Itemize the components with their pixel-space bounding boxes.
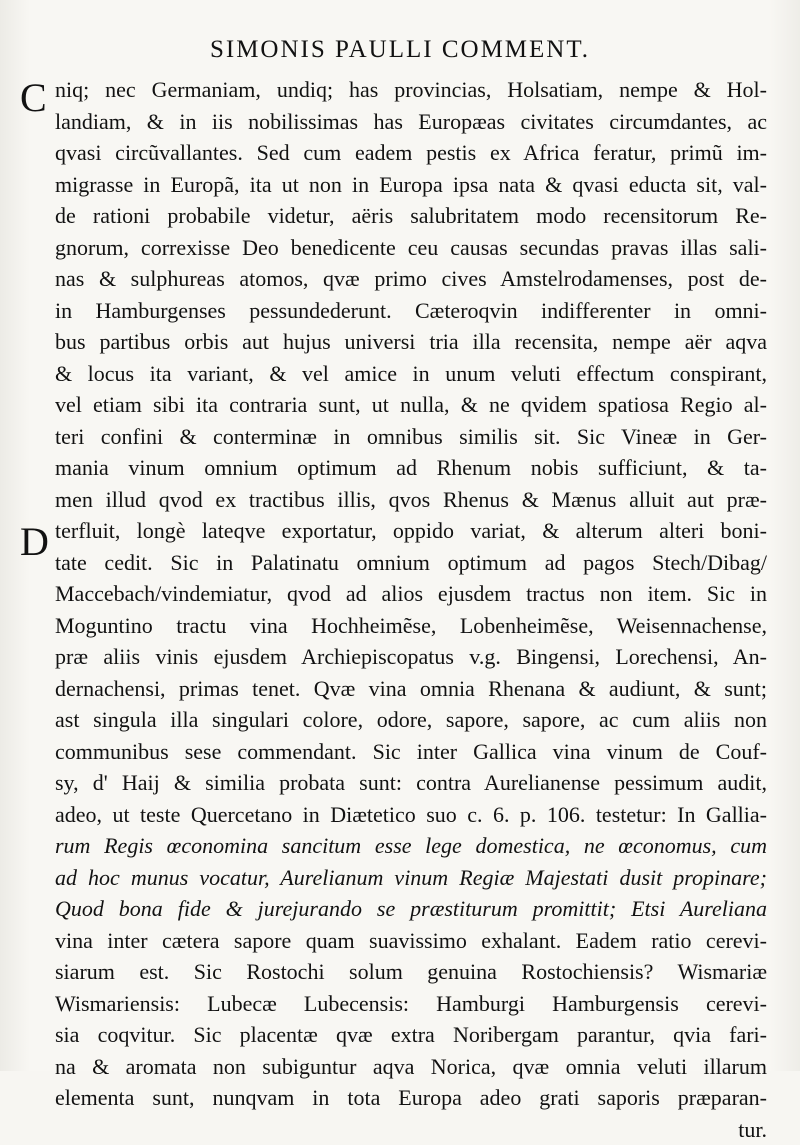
margin-letter-c: C bbox=[20, 78, 47, 118]
text-line: mania vinum omnium optimum ad Rhenum nobis sufficiunt, & ta- bbox=[55, 452, 767, 484]
text-line: gnorum, correxisse Deo benedicente ceu causas secundas pravas illas sali- bbox=[55, 232, 767, 264]
text-line: & locus ita variant, & vel amice in unum veluti effectum conspirant, bbox=[55, 358, 767, 390]
running-head: SIMONIS PAULLI COMMENT. bbox=[0, 36, 800, 64]
text-line: men illud qvod ex tractibus illis, qvos Rhenus & Mænus alluit aut præ- bbox=[55, 484, 767, 516]
text-line: vel etiam sibi ita contraria sunt, ut nulla, & ne qvidem spatiosa Regio al- bbox=[55, 389, 767, 421]
text-line: teri confini & conterminæ in omnibus similis sit. Sic Vineæ in Ger- bbox=[55, 421, 767, 453]
text-line: terfluit, longè lateqve exportatur, oppido variat, & alterum alteri boni- bbox=[55, 515, 767, 547]
body-text bbox=[55, 74, 767, 1145]
margin-letter-d: D bbox=[20, 522, 49, 562]
text-line: qvasi circũvallantes. Sed cum eadem pestis ex Africa feratur, primũ im- bbox=[55, 137, 767, 169]
text-line: ast singula illa singulari colore, odore, sapore, sapore, ac cum aliis non bbox=[55, 704, 767, 736]
text-line: Moguntino tractu vina Hochheimẽse, Lobenheimẽse, Weisennachense, bbox=[55, 610, 767, 642]
text-line-italic: rum Regis œconomina sancitum esse lege domestica, ne œconomus, cum bbox=[55, 830, 767, 862]
text-line: niq; nec Germaniam, undiq; has provincias, Holsatiam, nempe & Hol- bbox=[55, 74, 767, 106]
text-line: de rationi probabile videtur, aëris salubritatem modo recensitorum Re- bbox=[55, 200, 767, 232]
text-line: elementa sunt, nunqvam in tota Europa adeo grati saporis præparan- bbox=[55, 1082, 767, 1114]
text-line: sy, d' Haij & similia probata sunt: contra Aurelianense pessimum audit, bbox=[55, 767, 767, 799]
text-line: adeo, ut teste Quercetano in Diætetico suo c. 6. p. 106. testetur: In Gallia- bbox=[55, 799, 767, 831]
text-line: in Hamburgenses pessundederunt. Cæteroqvin indifferenter in omni- bbox=[55, 295, 767, 327]
text-line-italic: Quod bona fide & jurejurando se præstiturum promittit; Etsi Aureliana bbox=[55, 893, 767, 925]
text-line: communibus sese commendant. Sic inter Gallica vina vinum de Couf- bbox=[55, 736, 767, 768]
text-line: præ aliis vinis ejusdem Archiepiscopatus v.g. Bingensi, Lorechensi, An- bbox=[55, 641, 767, 673]
text-line: landiam, & in iis nobilissimas has Europæas civitates circumdantes, ac bbox=[55, 106, 767, 138]
text-line: bus partibus orbis aut hujus universi tria illa recensita, nempe aër aqva bbox=[55, 326, 767, 358]
text-line: vina inter cætera sapore quam suavissimo exhalant. Eadem ratio cerevi- bbox=[55, 925, 767, 957]
text-line: migrasse in Europã, ita ut non in Europa ipsa nata & qvasi educta sit, val- bbox=[55, 169, 767, 201]
text-line: nas & sulphureas atomos, qvæ primo cives Amstelrodamenses, post de- bbox=[55, 263, 767, 295]
text-line: na & aromata non subiguntur aqva Norica, qvæ omnia veluti illarum bbox=[55, 1051, 767, 1083]
text-line: dernachensi, primas tenet. Qvæ vina omnia Rhenana & audiunt, & sunt; bbox=[55, 673, 767, 705]
text-line: sia coqvitur. Sic placentæ qvæ extra Noribergam parantur, qvia fari- bbox=[55, 1019, 767, 1051]
text-line: tate cedit. Sic in Palatinatu omnium optimum ad pagos Stech/Dibag/ bbox=[55, 547, 767, 579]
text-line: Wismariensis: Lubecæ Lubecensis: Hamburgi Hamburgensis cerevi- bbox=[55, 988, 767, 1020]
text-line-last: tur. bbox=[55, 1114, 767, 1145]
text-line: Maccebach/vindemiatur, qvod ad alios ejusdem tractus non item. Sic in bbox=[55, 578, 767, 610]
text-line: siarum est. Sic Rostochi solum genuina Rostochiensis? Wismariæ bbox=[55, 956, 767, 988]
text-line-italic: ad hoc munus vocatur, Aurelianum vinum Regiæ Majestati dusit propinare; bbox=[55, 862, 767, 894]
